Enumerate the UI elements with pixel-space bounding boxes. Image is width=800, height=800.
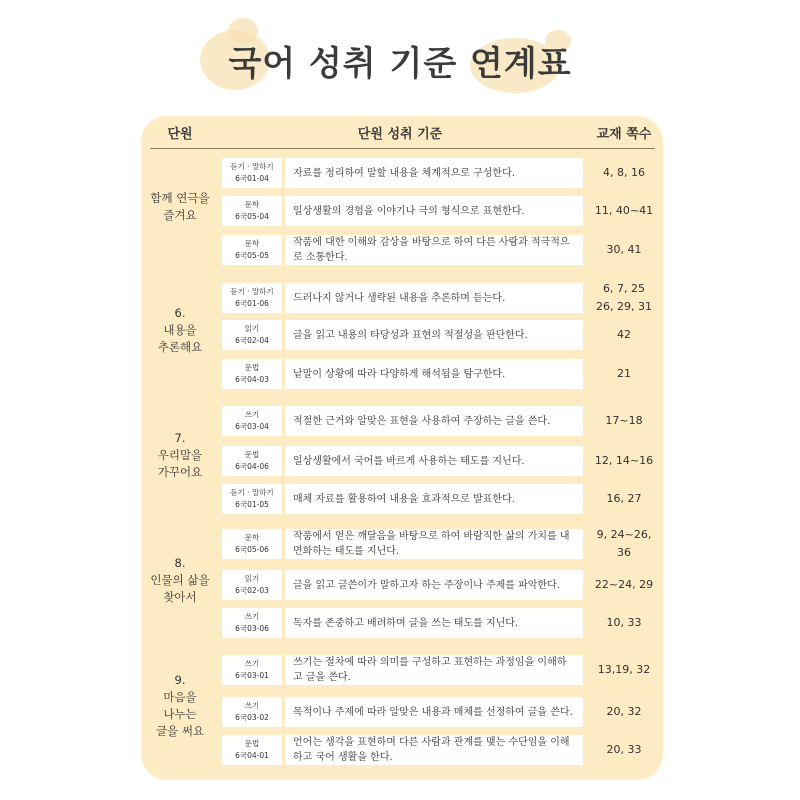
page-numbers: 17~18: [605, 414, 643, 427]
unit-label: 8. 인물의 삶을 찾아서: [150, 556, 210, 604]
header-divider: [150, 148, 655, 149]
unit-label: 함께 연극을 즐겨요: [150, 191, 210, 222]
category-cell: [222, 406, 282, 436]
category-cell: [222, 320, 282, 350]
header-unit: 단원: [167, 127, 193, 142]
category-cell: [222, 235, 282, 265]
standard-code: 6국01-06: [235, 299, 269, 308]
standard-code: 6국04-01: [235, 751, 269, 760]
standard-code: 6국03-06: [235, 624, 269, 633]
page-numbers: 13,19, 32: [597, 663, 651, 676]
page-numbers: 12, 14~16: [594, 454, 654, 467]
category-cell: [222, 655, 282, 685]
page-numbers: 22~24, 29: [594, 578, 654, 591]
page-numbers: 42: [617, 328, 631, 341]
standard-code: 6국02-03: [235, 586, 269, 595]
standard-description: 매체 자료를 활용하여 내용을 효과적으로 발표한다.: [285, 484, 583, 514]
standard-code: 6국05-04: [235, 212, 269, 221]
standard-code: 6국01-05: [235, 500, 269, 509]
category-cell: [222, 697, 282, 727]
standard-code: 6국03-04: [235, 422, 269, 431]
unit-label: 9. 마음을 나누는 글을 써요: [155, 673, 205, 738]
page-numbers: 20, 32: [606, 705, 642, 718]
unit-label: 6. 내용을 추론해요: [157, 306, 203, 354]
standard-description: 드러나지 않거나 생략된 내용을 추론하며 듣는다.: [285, 283, 583, 313]
category-cell: [222, 446, 282, 476]
category-label: 쓰기: [244, 410, 260, 419]
page-numbers: 20, 33: [606, 743, 642, 756]
standard-description: 작품에 대한 이해와 감상을 바탕으로 하여 다른 사람과 적극적으로 소통한다.: [285, 235, 583, 265]
standard-code: 6국03-01: [235, 671, 269, 680]
category-cell: [222, 529, 282, 559]
category-label: 듣기 · 말하기: [230, 287, 274, 296]
category-cell: [222, 283, 282, 313]
category-cell: [222, 484, 282, 514]
standard-code: 6국05-05: [235, 251, 269, 260]
standard-description: 일상생활에서 국어를 바르게 사용하는 태도를 지닌다.: [285, 446, 583, 476]
category-label: 쓰기: [244, 612, 260, 621]
standard-description: 언어는 생각을 표현하며 다른 사람과 관계를 맺는 수단임을 이해하고 국어 생활을 한다.: [285, 735, 583, 765]
header-standard: 단원 성취 기준: [357, 127, 443, 142]
standard-description: 낱말이 상황에 따라 다양하게 해석됨을 탐구한다.: [285, 359, 583, 389]
category-label: 읽기: [244, 574, 260, 583]
page-title: 국어 성취 기준 연계표: [228, 44, 572, 84]
category-cell: [222, 158, 282, 188]
standard-description: 작품에서 얻은 깨달음을 바탕으로 하여 바람직한 삶의 가치를 내면화하는 태도를 지닌다.: [285, 529, 583, 559]
page-numbers: 4, 8, 16: [603, 166, 645, 179]
standard-description: 글을 읽고 글쓴이가 말하고자 하는 주장이나 주제를 파악한다.: [285, 570, 583, 600]
standard-code: 6국04-03: [235, 375, 269, 384]
standard-description: 쓰기는 절차에 따라 의미를 구성하고 표현하는 과정임을 이해하고 글을 쓴다.: [285, 655, 583, 685]
category-label: 읽기: [244, 324, 260, 333]
category-label: 문법: [244, 363, 260, 372]
category-cell: [222, 608, 282, 638]
category-cell: [222, 570, 282, 600]
unit-label: 7. 우리말을 가꾸어요: [157, 431, 203, 479]
standard-code: 6국04-06: [235, 462, 269, 471]
standard-code: 6국02-04: [235, 336, 269, 345]
page-numbers: 6, 7, 25 26, 29, 31: [596, 282, 652, 313]
standard-code: 6국01-04: [235, 174, 269, 183]
page-numbers: 30, 41: [606, 243, 642, 256]
standard-code: 6국05-06: [235, 545, 269, 554]
page-numbers: 11, 40~41: [594, 204, 654, 217]
standard-description: 독자를 존중하고 배려하며 글을 쓰는 태도를 지닌다.: [285, 608, 583, 638]
standard-description: 글을 읽고 내용의 타당성과 표현의 적절성을 판단한다.: [285, 320, 583, 350]
category-label: 듣기 · 말하기: [230, 488, 274, 497]
page-numbers: 21: [617, 367, 631, 380]
standard-description: 일상생활의 경험을 이야기나 극의 형식으로 표현한다.: [285, 196, 583, 226]
category-label: 쓰기: [244, 659, 260, 668]
category-cell: [222, 196, 282, 226]
category-cell: [222, 359, 282, 389]
header-pages: 교재 쪽수: [596, 127, 652, 142]
standard-code: 6국03-02: [235, 713, 269, 722]
category-label: 문학: [244, 239, 260, 248]
page-numbers: 10, 33: [606, 616, 642, 629]
category-label: 문법: [244, 450, 260, 459]
category-label: 문학: [244, 533, 260, 542]
category-cell: [222, 735, 282, 765]
category-label: 문학: [244, 200, 260, 209]
category-label: 쓰기: [244, 701, 260, 710]
standard-description: 자료를 정리하여 말할 내용을 체계적으로 구성한다.: [285, 158, 583, 188]
page-numbers: 9, 24~26, 36: [596, 528, 652, 559]
page-numbers: 16, 27: [606, 492, 642, 505]
category-label: 듣기 · 말하기: [230, 162, 274, 171]
standard-description: 목적이나 주제에 따라 알맞은 내용과 매체를 선정하여 글을 쓴다.: [285, 697, 583, 727]
category-label: 문법: [244, 739, 260, 748]
standard-description: 적절한 근거와 알맞은 표현을 사용하여 주장하는 글을 쓴다.: [285, 406, 583, 436]
